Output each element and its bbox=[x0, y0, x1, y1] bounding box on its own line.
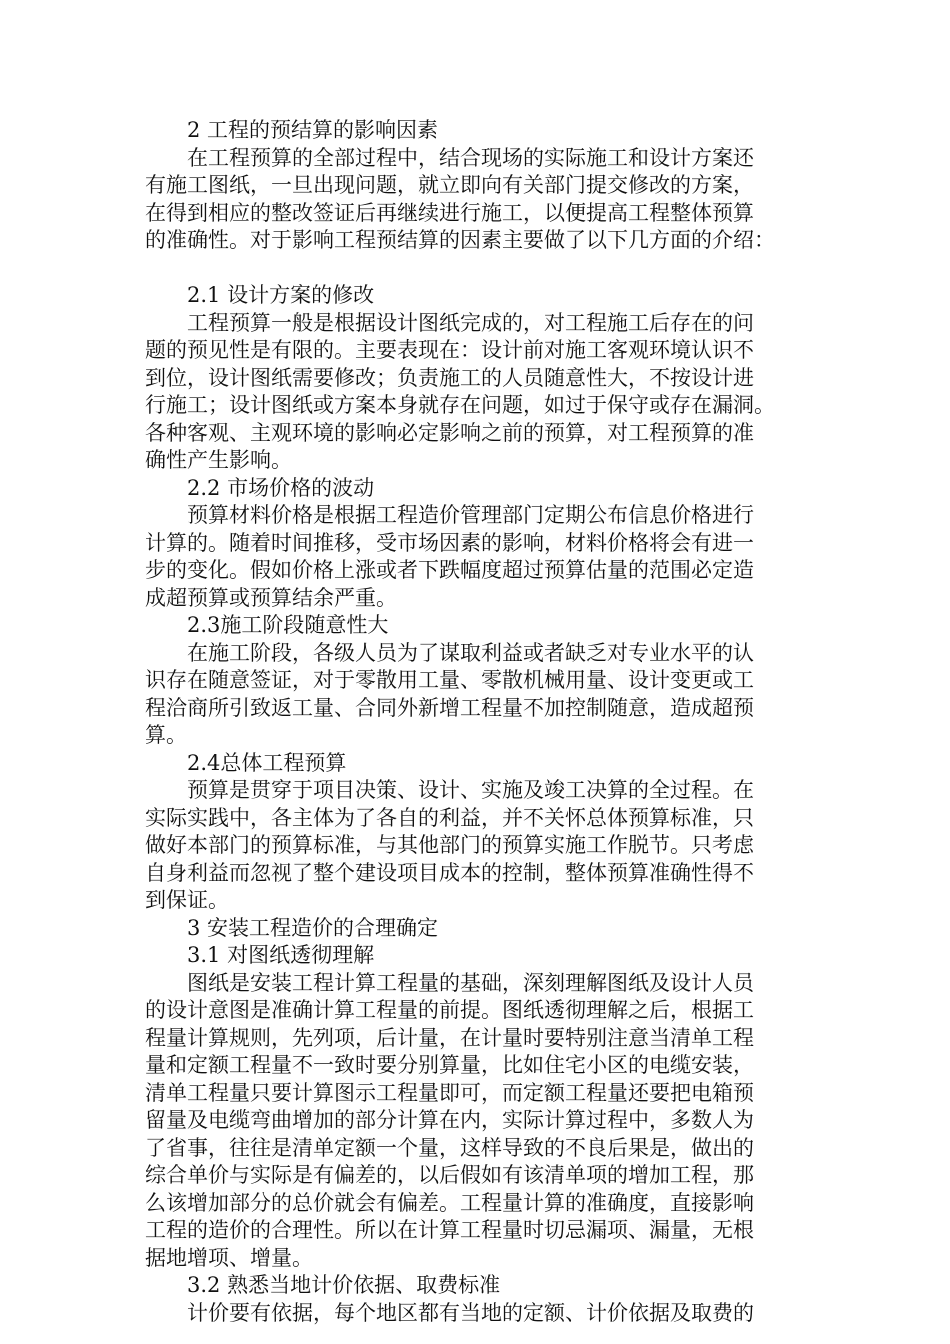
paragraph bbox=[145, 777, 795, 915]
paragraph-line: 预算材料价格是根据工程造价管理部门定期公布信息价格进行 bbox=[187, 503, 754, 527]
paragraph-line: 在得到相应的整改签证后再继续进行施工，以便提高工程整体预算 bbox=[145, 200, 754, 225]
heading-text: 2.4总体工程预算 bbox=[187, 750, 347, 775]
section-heading bbox=[145, 282, 795, 310]
section-heading bbox=[145, 612, 795, 640]
section-heading bbox=[145, 942, 795, 970]
blank-line bbox=[145, 255, 795, 283]
paragraph-line: 程洽商所引致返工量、合同外新增工程量不加控制随意，造成超预 bbox=[145, 695, 754, 720]
paragraph-line: 确性产生影响。 bbox=[145, 448, 292, 472]
paragraph-line: 工程的造价的合理性。所以在计算工程量时切忌漏项、漏量，无根 bbox=[145, 1218, 754, 1242]
paragraph-line: 程量计算规则，先列项，后计量，在计量时要特别注意当清单工程 bbox=[145, 1025, 754, 1050]
paragraph-line: 据地增项、增量。 bbox=[145, 1245, 313, 1270]
heading-text: 2.2 市场价格的波动 bbox=[187, 475, 375, 500]
paragraph-line: 到位，设计图纸需要修改；负责施工的人员随意性大，不按设计进 bbox=[145, 365, 754, 390]
paragraph-line: 预算是贯穿于项目决策、设计、实施及竣工决算的全过程。在 bbox=[187, 778, 754, 802]
paragraph-line: 做好本部门的预算标准，与其他部门的预算实施工作脱节。只考虑 bbox=[145, 833, 754, 857]
paragraph-line: 步的变化。假如价格上涨或者下跌幅度超过预算估量的范围必定造 bbox=[145, 558, 754, 582]
paragraph-line: 算。 bbox=[145, 723, 187, 747]
paragraph-line: 图纸是安装工程计算工程量的基础，深刻理解图纸及设计人员 bbox=[187, 970, 754, 995]
paragraph-line: 量和定额工程量不一致时要分别算量，比如住宅小区的电缆安装， bbox=[145, 1053, 754, 1077]
heading-text: 3 安装工程造价的合理确定 bbox=[187, 915, 439, 940]
section-heading bbox=[145, 475, 795, 503]
heading-text: 2 工程的预结算的影响因素 bbox=[187, 118, 439, 142]
paragraph-line: 工程预算一般是根据设计图纸完成的，对工程施工后存在的问 bbox=[187, 310, 754, 335]
section-heading bbox=[145, 117, 795, 145]
paragraph-line: 的设计意图是准确计算工程量的前提。图纸透彻理解之后，根据工 bbox=[145, 998, 754, 1022]
paragraph-line: 识存在随意签证，对于零散用工量、零散机械用量、设计变更或工 bbox=[145, 668, 754, 692]
paragraph-line: 了省事，往往是清单定额一个量，这样导致的不良后果是，做出的 bbox=[145, 1135, 754, 1160]
heading-text: 3.1 对图纸透彻理解 bbox=[187, 943, 375, 967]
paragraph-line: 行施工；设计图纸或方案本身就存在问题，如过于保守或存在漏洞。 bbox=[145, 393, 775, 417]
paragraph-line: 计算的。随着时间推移，受市场因素的影响，材料价格将会有进一 bbox=[145, 530, 754, 555]
paragraph bbox=[145, 145, 795, 255]
paragraph-line: 到保证。 bbox=[145, 888, 229, 912]
heading-text: 2.1 设计方案的修改 bbox=[187, 283, 375, 307]
paragraph bbox=[145, 310, 795, 475]
paragraph-line: 各种客观、主观环境的影响必定影响之前的预算，对工程预算的准 bbox=[145, 420, 754, 445]
paragraph bbox=[145, 1300, 795, 1328]
section-heading bbox=[145, 915, 795, 943]
paragraph-line: 留量及电缆弯曲增加的部分计算在内，实际计算过程中，多数人为 bbox=[145, 1108, 754, 1132]
section-heading bbox=[145, 750, 795, 778]
paragraph-line: 么该增加部分的总价就会有偏差。工程量计算的准确度，直接影响 bbox=[145, 1190, 754, 1215]
paragraph-line: 自身利益而忽视了整个建设项目成本的控制，整体预算准确性得不 bbox=[145, 860, 754, 885]
paragraph-line: 有施工图纸，一旦出现问题，就立即向有关部门提交修改的方案， bbox=[145, 173, 754, 197]
paragraph-line: 清单工程量只要计算图示工程量即可，而定额工程量还要把电箱预 bbox=[145, 1080, 754, 1105]
heading-text: 2.3施工阶段随意性大 bbox=[187, 613, 389, 637]
paragraph-line: 成超预算或预算结余严重。 bbox=[145, 585, 397, 610]
paragraph-line: 的准确性。对于影响工程预结算的因素主要做了以下几方面的介绍： bbox=[145, 228, 775, 252]
section-heading bbox=[145, 1272, 795, 1300]
paragraph-line: 在工程预算的全部过程中，结合现场的实际施工和设计方案还 bbox=[187, 145, 754, 170]
document-page bbox=[145, 117, 795, 1327]
paragraph-line: 实际实践中，各主体为了各自的利益，并不关怀总体预算标准，只 bbox=[145, 805, 754, 830]
paragraph-line: 综合单价与实际是有偏差的，以后假如有该清单项的增加工程，那 bbox=[145, 1163, 754, 1187]
paragraph-line: 题的预见性是有限的。主要表现在：设计前对施工客观环境认识不 bbox=[145, 338, 754, 362]
paragraph-line: 在施工阶段，各级人员为了谋取利益或者缺乏对专业水平的认 bbox=[187, 640, 754, 665]
paragraph bbox=[145, 970, 795, 1273]
paragraph bbox=[145, 640, 795, 750]
paragraph bbox=[145, 502, 795, 612]
heading-text: 3.2 熟悉当地计价依据、取费标准 bbox=[187, 1273, 501, 1297]
paragraph-line: 计价要有依据，每个地区都有当地的定额、计价依据及取费的 bbox=[187, 1300, 754, 1325]
